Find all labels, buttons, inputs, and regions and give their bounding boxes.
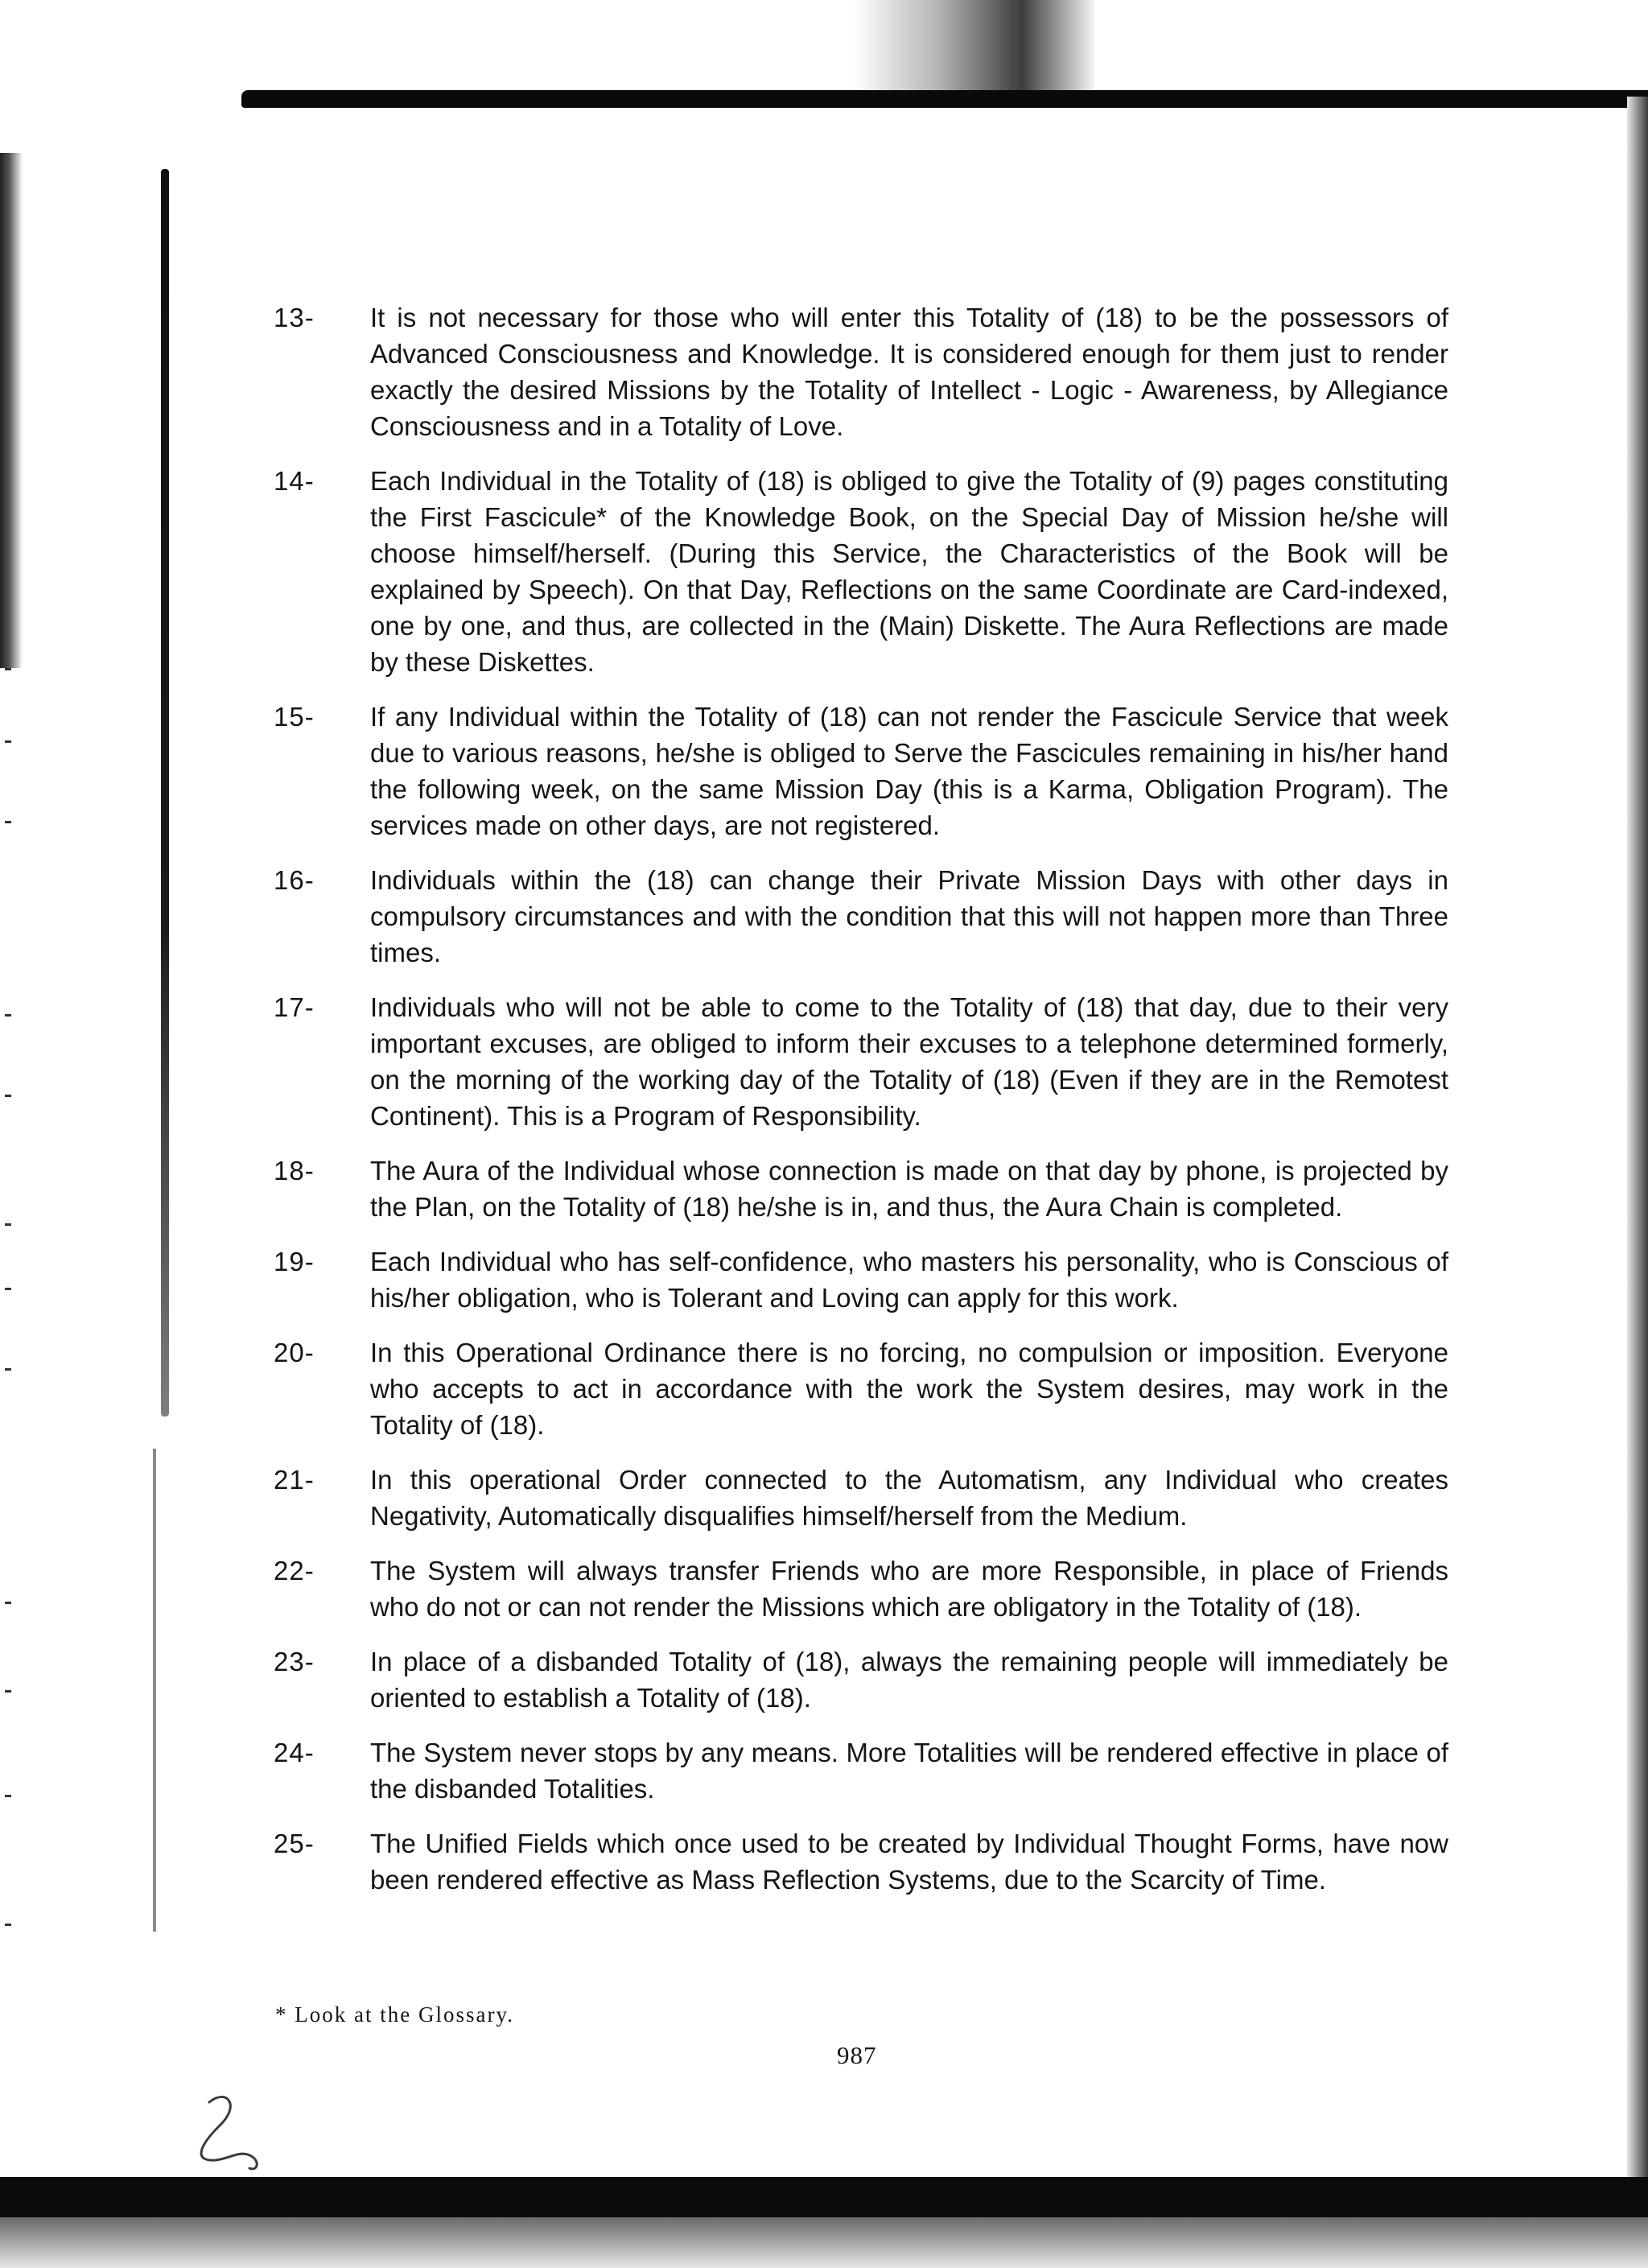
handwritten-mark bbox=[177, 2084, 274, 2173]
scan-speck bbox=[5, 1368, 11, 1371]
item-number: 22- bbox=[274, 1556, 315, 1586]
item-number: 14- bbox=[274, 466, 315, 496]
list-item bbox=[274, 699, 1448, 843]
item-text: In this operational Order connected to the Automatism, any Individual who creates Negativity, Automatically disqualifies himself/herself from the Medium. bbox=[370, 1465, 1448, 1531]
scan-border-top bbox=[241, 90, 1648, 108]
footnote: * Look at the Glossary. bbox=[275, 2002, 514, 2027]
scan-speck bbox=[5, 821, 11, 823]
item-number: 24- bbox=[274, 1738, 315, 1767]
scan-border-right bbox=[1627, 97, 1648, 2205]
item-text: Individuals who will not be able to come to the Totality of (18) that day, due to their very important excuses, are obliged to inform their excuses to a telephone determined formerly, on the morning of the working day of the Totality of (18) (Even if they are in the Remotest Continent). This is a Program of Responsibility. bbox=[370, 992, 1448, 1131]
scan-border-left bbox=[0, 153, 23, 668]
scan-speck bbox=[5, 1690, 11, 1693]
item-text: The Aura of the Individual whose connection is made on that day by phone, is projected by the Plan, on the Totality of (18) he/she is in, and thus, the Aura Chain is completed. bbox=[370, 1156, 1448, 1222]
list-item bbox=[274, 1825, 1448, 1898]
scan-speck bbox=[5, 740, 11, 743]
item-text: If any Individual within the Totality of (18) can not render the Fascicule Service that week due to various reasons, he/she is obliged to Serve the Fascicules remaining in his/her hand the following week, on the same Mission Day (this is a Karma, Obligation Program). The services made on other days, are not registered. bbox=[370, 702, 1448, 840]
list-item bbox=[274, 1243, 1448, 1316]
item-text: Each Individual in the Totality of (18) is obliged to give the Totality of (9) pages constituting the First Fascicule* of the Knowledge Book, on the Special Day of Mission he/she will choose himself/herself. (During this Service, the Characteristics of the Book will be explained by Speech). On that Day, Reflections on the same Coordinate are Card-indexed, one by one, and thus, are collected in the (Main) Diskette. The Aura Reflections are made by these Diskettes. bbox=[370, 466, 1448, 677]
item-text: The System never stops by any means. More Totalities will be rendered effective in place of the disbanded Totalities. bbox=[370, 1738, 1448, 1804]
scan-speck bbox=[5, 1288, 11, 1290]
scan-speck bbox=[5, 1602, 11, 1604]
scan-speck bbox=[5, 1795, 11, 1797]
item-number: 15- bbox=[274, 702, 315, 732]
item-text: Individuals within the (18) can change their Private Mission Days with other days in compulsory circumstances and with the condition that this will not happen more than Three times. bbox=[370, 865, 1448, 967]
list-item bbox=[274, 299, 1448, 444]
item-number: 23- bbox=[274, 1647, 315, 1676]
scan-speck bbox=[5, 1924, 11, 1926]
page-binding-edge bbox=[161, 169, 169, 1416]
scan-shadow-bottom bbox=[0, 2217, 1648, 2268]
item-number: 18- bbox=[274, 1156, 315, 1186]
list-item bbox=[274, 1553, 1448, 1625]
item-number: 16- bbox=[274, 865, 315, 895]
item-text: In this Operational Ordinance there is no forcing, no compulsion or imposition. Everyone who accepts to act in accordance with the work the System desires, may work in the Totality of (18). bbox=[370, 1338, 1448, 1440]
page-binding-edge-lower bbox=[153, 1449, 156, 1932]
item-text: It is not necessary for those who will enter this Totality of (18) to be the possessors of Advanced Consciousness and Knowledge. It is considered enough for them just to render exactly the desired Missions by the Totality of Intellect - Logic - Awareness, by Allegiance Consciousness and in a Totality of Love. bbox=[370, 303, 1448, 441]
item-text: The System will always transfer Friends who are more Responsible, in place of Friends who do not or can not render the Missions which are obligatory in the Totality of (18). bbox=[370, 1556, 1448, 1622]
list-item bbox=[274, 1462, 1448, 1534]
list-item bbox=[274, 989, 1448, 1134]
scan-speck bbox=[5, 668, 11, 670]
scan-speck bbox=[5, 1095, 11, 1097]
item-text: The Unified Fields which once used to be created by Individual Thought Forms, have now been rendered effective as Mass Reflection Systems, due to the Scarcity of Time. bbox=[370, 1829, 1448, 1895]
numbered-list bbox=[274, 299, 1448, 1916]
item-text: Each Individual who has self-confidence, who masters his personality, who is Conscious of his/her obligation, who is Tolerant and Loving can apply for this work. bbox=[370, 1247, 1448, 1313]
list-item bbox=[274, 1334, 1448, 1443]
item-number: 17- bbox=[274, 992, 315, 1022]
item-number: 19- bbox=[274, 1247, 315, 1276]
list-item bbox=[274, 862, 1448, 971]
page-number: 987 bbox=[837, 2041, 877, 2069]
item-number: 20- bbox=[274, 1338, 315, 1367]
list-item bbox=[274, 1153, 1448, 1225]
item-number: 21- bbox=[274, 1465, 315, 1495]
item-number: 25- bbox=[274, 1829, 315, 1858]
scan-border-bottom bbox=[0, 2177, 1648, 2217]
scan-speck bbox=[5, 1014, 11, 1016]
list-item bbox=[274, 1734, 1448, 1807]
scan-speck bbox=[5, 1223, 11, 1226]
list-item bbox=[274, 1643, 1448, 1716]
scan-shadow-top bbox=[853, 0, 1094, 90]
list-item bbox=[274, 463, 1448, 680]
item-text: In place of a disbanded Totality of (18), always the remaining people will immediately be oriented to establish a Totality of (18). bbox=[370, 1647, 1448, 1713]
item-number: 13- bbox=[274, 303, 315, 332]
